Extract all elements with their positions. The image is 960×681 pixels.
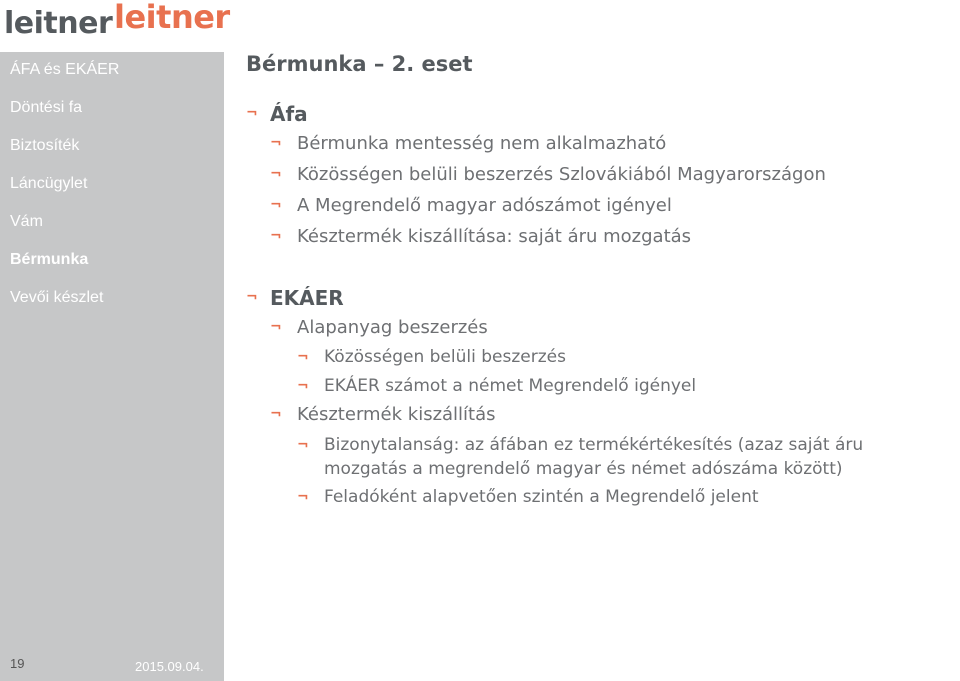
bullet-marker-icon: ¬ <box>246 105 258 121</box>
bullet-text: EKÁER számot a német Megrendelő igényel <box>324 376 697 396</box>
bullet-text: Késztermék kiszállítás <box>297 404 496 425</box>
bullet-item <box>270 226 692 247</box>
bullet-item <box>270 404 496 425</box>
sidebar-item-vevoi-keszlet[interactable]: Vevői készlet <box>10 289 104 306</box>
bullet-marker-icon: ¬ <box>297 437 309 453</box>
bullet-marker-icon: ¬ <box>270 197 282 213</box>
bullet-text: Áfa <box>270 102 308 126</box>
bullet-item <box>297 487 759 507</box>
sidebar-item-bermunka[interactable]: Bérmunka <box>10 251 89 268</box>
bullet-continuation <box>324 459 843 479</box>
bullet-marker-icon: ¬ <box>270 319 282 335</box>
sidebar-item-biztositek[interactable]: Biztosíték <box>10 137 80 154</box>
bullet-item <box>297 376 697 396</box>
sidebar <box>0 52 224 681</box>
bullet-marker-icon: ¬ <box>270 406 282 422</box>
bullet-text: Alapanyag beszerzés <box>297 317 488 338</box>
bullet-marker-icon: ¬ <box>270 166 282 182</box>
bullet-text: Késztermék kiszállítása: saját áru mozgatás <box>297 226 692 247</box>
bullet-item <box>297 435 864 455</box>
sidebar-item-dontesi-fa[interactable]: Döntési fa <box>10 99 83 116</box>
bullet-afa <box>246 102 308 126</box>
bullet-ekaer <box>246 286 344 310</box>
bullet-item <box>270 317 488 338</box>
bullet-text: Közösségen belüli beszerzés <box>324 347 566 367</box>
bullet-marker-icon: ¬ <box>270 135 282 151</box>
bullet-text: Feladóként alapvetően szintén a Megrendelő jelent <box>324 487 759 507</box>
logo-red-text: leitner <box>114 0 230 36</box>
bullet-item <box>270 195 672 216</box>
sidebar-item-afa-ekaer[interactable]: ÁFA és EKÁER <box>10 61 120 78</box>
bullet-marker-icon: ¬ <box>270 228 282 244</box>
bullet-text: Bérmunka mentesség nem alkalmazható <box>297 133 667 154</box>
sidebar-item-vam[interactable]: Vám <box>10 213 43 230</box>
bullet-text: A Megrendelő magyar adószámot igényel <box>297 195 672 216</box>
bullet-item <box>270 133 667 154</box>
sidebar-item-lancugylet[interactable]: Láncügylet <box>10 175 88 192</box>
slide-title: Bérmunka – 2. eset <box>246 52 473 76</box>
page-number: 19 <box>10 656 25 671</box>
bullet-text: EKÁER <box>270 286 344 310</box>
slide-date: 2015.09.04. <box>135 659 204 674</box>
bullet-text: Közösségen belüli beszerzés Szlovákiából Magyarországon <box>297 164 826 185</box>
bullet-marker-icon: ¬ <box>297 349 309 365</box>
bullet-marker-icon: ¬ <box>246 289 258 305</box>
bullet-text: Bizonytalanság: az áfában ez termékértékesítés (azaz saját áru <box>324 435 864 455</box>
bullet-item <box>297 347 566 367</box>
bullet-marker-icon: ¬ <box>297 489 309 505</box>
logo-dark-text: leitner <box>4 6 113 41</box>
bullet-item <box>270 164 826 185</box>
bullet-text: mozgatás a megrendelő magyar és német adószáma között) <box>324 459 843 479</box>
bullet-marker-icon: ¬ <box>297 378 309 394</box>
